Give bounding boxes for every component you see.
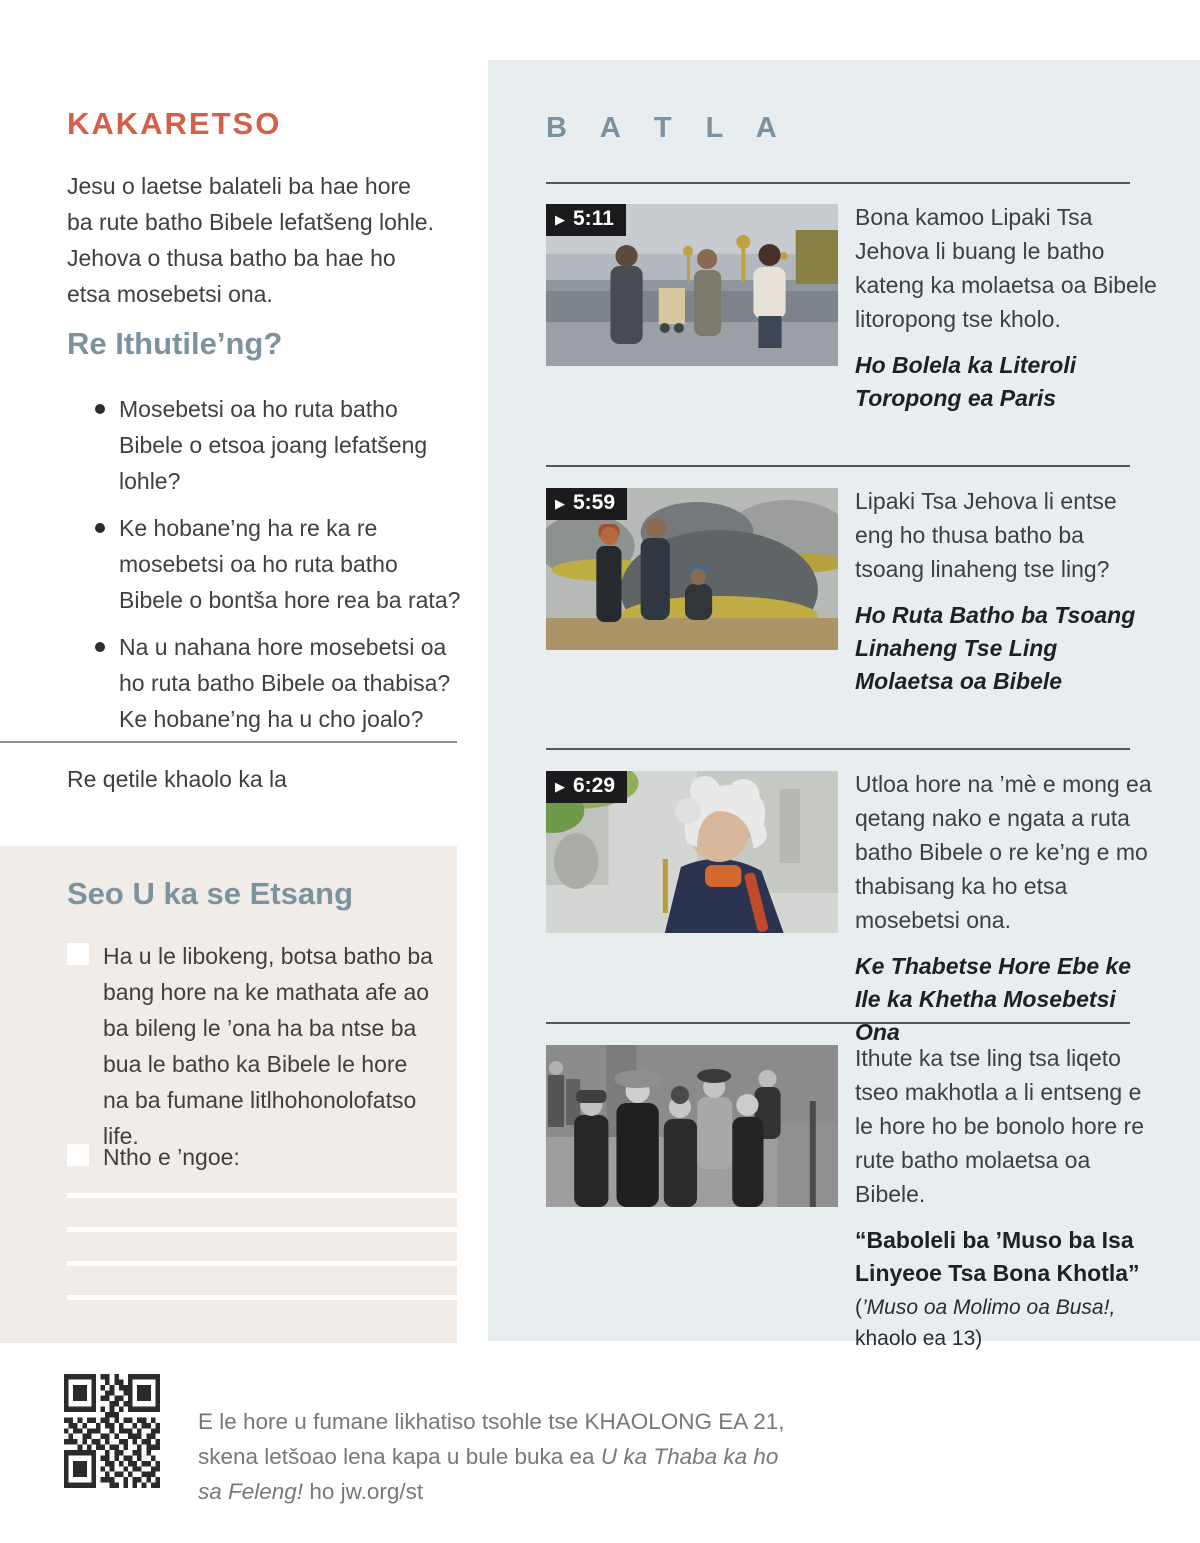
overview-paragraph: Jesu o laetse balateli ba hae hore ba rute batho Bibele lefatšeng lohle. Jehova o thusa batho ba hae ho etsa mosebetsi ona. <box>67 173 434 307</box>
watch-panel <box>488 60 1200 1350</box>
video-text <box>855 767 1157 1049</box>
footer-note: E le hore u fumane likhatiso tsohle tse KHAOLONG EA 21, skena letšoao lena kapa u bule buka ea U ka Thaba ka ho sa Feleng! ho jw.org/st <box>198 1409 785 1504</box>
completed-label: Re qetile khaolo ka la <box>67 766 287 792</box>
video-duration: 5:11 <box>573 207 614 230</box>
video-description: Utloa hore na ’mè e mong ea qetang nako e ngata a ruta batho Bibele o re ke’ng e mo thabisang ka ho etsa mosebetsi ona. <box>855 771 1152 933</box>
item-separator <box>546 182 1130 184</box>
play-icon: ▶ <box>555 495 565 511</box>
video-title: Ho Bolela ka Literoli Toropong ea Paris <box>855 352 1077 411</box>
video-description: Bona kamoo Lipaki Tsa Jehova li buang le batho kateng ka molaetsa oa Bibele litoropong tse kholo. <box>855 204 1157 332</box>
question-list <box>93 391 461 748</box>
article-text <box>855 1041 1157 1354</box>
question-item: Na u nahana hore mosebetsi oa ho ruta batho Bibele oa thabisa? Ke hobane’ng ha u cho joalo? <box>93 629 461 737</box>
video-duration-badge <box>546 204 626 236</box>
todo-checkbox[interactable] <box>67 1144 89 1166</box>
video-thumbnail[interactable] <box>546 204 838 366</box>
write-line <box>67 1261 457 1266</box>
play-icon: ▶ <box>555 211 565 227</box>
item-separator <box>546 748 1130 750</box>
todo-heading: Seo U ka se Etsang <box>67 876 354 911</box>
section-divider <box>0 741 457 743</box>
article-description: Ithute ka tse ling tsa liqeto tseo makhotla a li entseng e le hore ho be bonolo hore re rute batho molaetsa oa Bibele. <box>855 1045 1144 1207</box>
watch-heading: B A T L A <box>546 112 790 144</box>
question-item: Ke hobane’ng ha re ka re mosebetsi oa ho ruta batho Bibele o bontša hore rea ba rata? <box>93 510 461 618</box>
article-thumbnail[interactable] <box>546 1045 838 1207</box>
write-line <box>67 1193 457 1198</box>
video-description: Lipaki Tsa Jehova li entse eng ho thusa batho ba tsoang linaheng tse ling? <box>855 488 1117 582</box>
video-title: Ke Thabetse Hore Ebe ke Ile ka Khetha Mosebetsi Ona <box>855 953 1132 1045</box>
qr-code-image <box>64 1374 160 1488</box>
item-separator <box>546 465 1130 467</box>
todo-box <box>0 846 457 1343</box>
todo-item-text: Ntho e ’ngoe: <box>103 1144 240 1170</box>
publication-title: U ka Thaba ka ho sa Feleng! <box>198 1444 779 1504</box>
video-text <box>855 200 1157 415</box>
overview-heading: KAKARETSO <box>67 106 282 141</box>
source-publication: ’Muso oa Molimo oa Busa!, <box>862 1296 1116 1319</box>
article-source: (’Muso oa Molimo oa Busa!, khaolo ea 13) <box>855 1296 1116 1350</box>
video-title: Ho Ruta Batho ba Tsoang Linaheng Tse Ling Molaetsa oa Bibele <box>855 602 1136 694</box>
video-duration: 5:59 <box>573 491 616 514</box>
todo-checkbox[interactable] <box>67 943 89 965</box>
todo-item-text: Ha u le libokeng, botsa batho ba bang hore na ke mathata afe ao ba bileng le ’ona ha ba ntse ba bua le batho ka Bibele le hore na ba fumane litlhohonolofatso life. <box>103 943 433 1149</box>
write-line <box>67 1227 457 1232</box>
video-duration-badge <box>546 488 627 520</box>
video-duration: 6:29 <box>573 774 616 797</box>
video-thumbnail[interactable] <box>546 771 838 933</box>
thumbnail-image-historic <box>546 1045 838 1207</box>
video-text <box>855 484 1157 698</box>
play-icon: ▶ <box>555 778 565 794</box>
write-line <box>67 1295 457 1300</box>
learned-heading: Re Ithutile’ng? <box>67 326 283 361</box>
article-title: “Baboleli ba ’Muso ba Isa Linyeoe Tsa Bona Khotla” <box>855 1227 1140 1286</box>
video-thumbnail[interactable] <box>546 488 838 650</box>
video-duration-badge <box>546 771 627 803</box>
question-item: Mosebetsi oa ho ruta batho Bibele o etsoa joang lefatšeng lohle? <box>93 391 461 499</box>
item-separator <box>546 1022 1130 1024</box>
qr-code <box>64 1374 160 1488</box>
